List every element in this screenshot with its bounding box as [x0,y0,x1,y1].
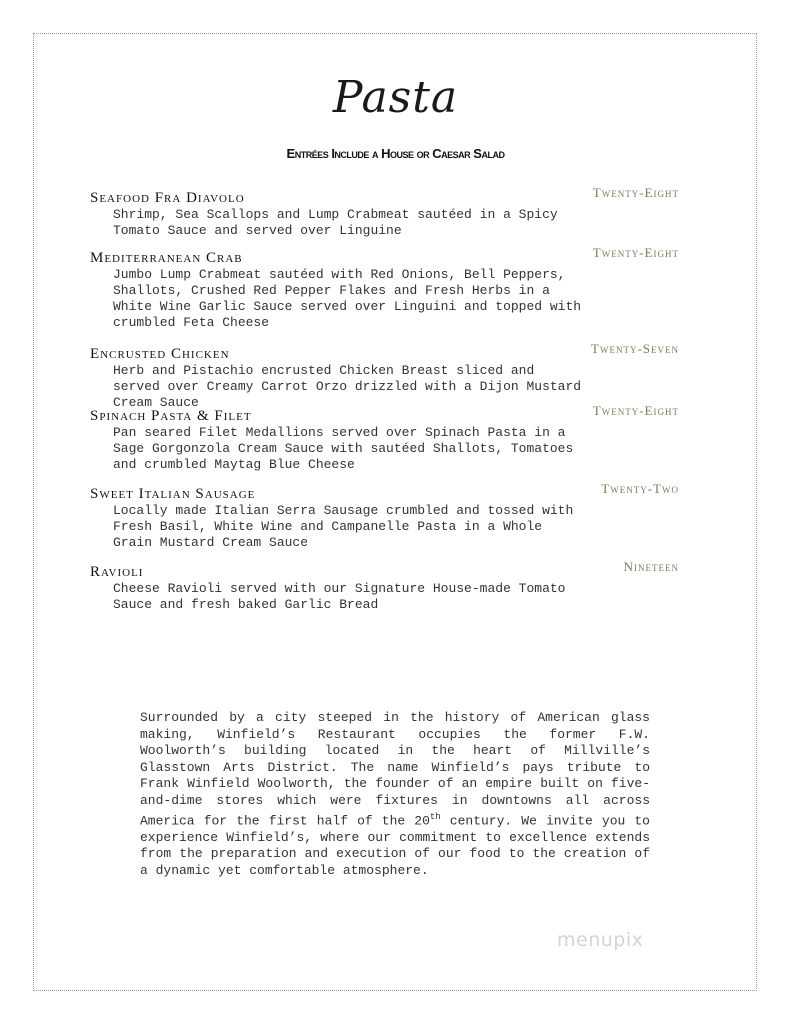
menu-subtitle: Entrées Include a House or Caesar Salad [286,146,505,161]
history-superscript: th [429,812,441,822]
menu-item-seafood-fra-diavolo [90,185,690,239]
menu-item-name: Seafood Fra Diavolo [90,190,245,206]
menu-item-price: Twenty-Eight [592,403,679,418]
menu-item-price: Twenty-Seven [591,341,679,356]
menu-item-name: Sweet Italian Sausage [90,486,256,502]
menu-item-name: Ravioli [90,564,144,580]
menu-item-spinach-pasta-filet [90,403,690,473]
menu-item-description: Herb and Pistachio encrusted Chicken Breast sliced and served over Creamy Carrot Orzo drizzled with a Dijon Mustard Cream Sauce [113,363,582,410]
menu-item-price: Twenty-Eight [592,185,679,200]
menu-item-description: Locally made Italian Serra Sausage crumbled and tossed with Fresh Basil, White Wine and Campanelle Pasta in a Whole Grain Mustard Cream Sauce [113,503,574,550]
menupix-watermark: menupix [557,929,644,951]
menu-item-name: Encrusted Chicken [90,346,230,362]
menu-item-description: Cheese Ravioli served with our Signature House-made Tomato Sauce and fresh baked Garlic Bread [113,581,566,612]
restaurant-history-paragraph [140,710,650,879]
page-title: Pasta [332,72,459,123]
menu-item-encrusted-chicken [90,341,690,411]
menu-item-description: Pan seared Filet Medallions served over Spinach Pasta in a Sage Gorgonzola Cream Sauce with sautéed Shallots, Tomatoes and crumbled Maytag Blue Cheese [113,425,574,472]
menu-item-mediterranean-crab [90,245,690,331]
history-text-part-1: Surrounded by a city steeped in the history of American glass making, Winfield’s Restaurant occupies the former F.W. Woolworth’s building located in the heart of Millville’s Glasstown Arts District. The name Winfield’s pays tribute to Frank Winfield Woolworth, the founder of an empire built on five-and-dime stores which were fixtures in downtowns all across America for the first half of the 20 [140,710,650,829]
menu-item-description: Jumbo Lump Crabmeat sautéed with Red Onions, Bell Peppers, Shallots, Crushed Red Pepper Flakes and Fresh Herbs in a White Wine Garlic Sauce served over Linguini and topped with crumbled Feta Cheese [113,267,582,330]
menu-item-ravioli [90,559,690,613]
menu-item-name: Mediterranean Crab [90,250,243,266]
menu-item-price: Twenty-Eight [592,245,679,260]
menu-item-sweet-italian-sausage [90,481,690,551]
menu-item-description: Shrimp, Sea Scallops and Lump Crabmeat sautéed in a Spicy Tomato Sauce and served over Linguine [113,207,558,238]
menu-item-name: Spinach Pasta & Filet [90,408,252,424]
history-text-part-2: century. We invite you to experience Winfield’s, where our commitment to excellence extends from the preparation and execution of our food to the creation of a dynamic yet comfortable atmosphere. [140,813,650,878]
menu-item-price: Twenty-Two [601,481,679,496]
menu-item-price: Nineteen [623,559,679,574]
